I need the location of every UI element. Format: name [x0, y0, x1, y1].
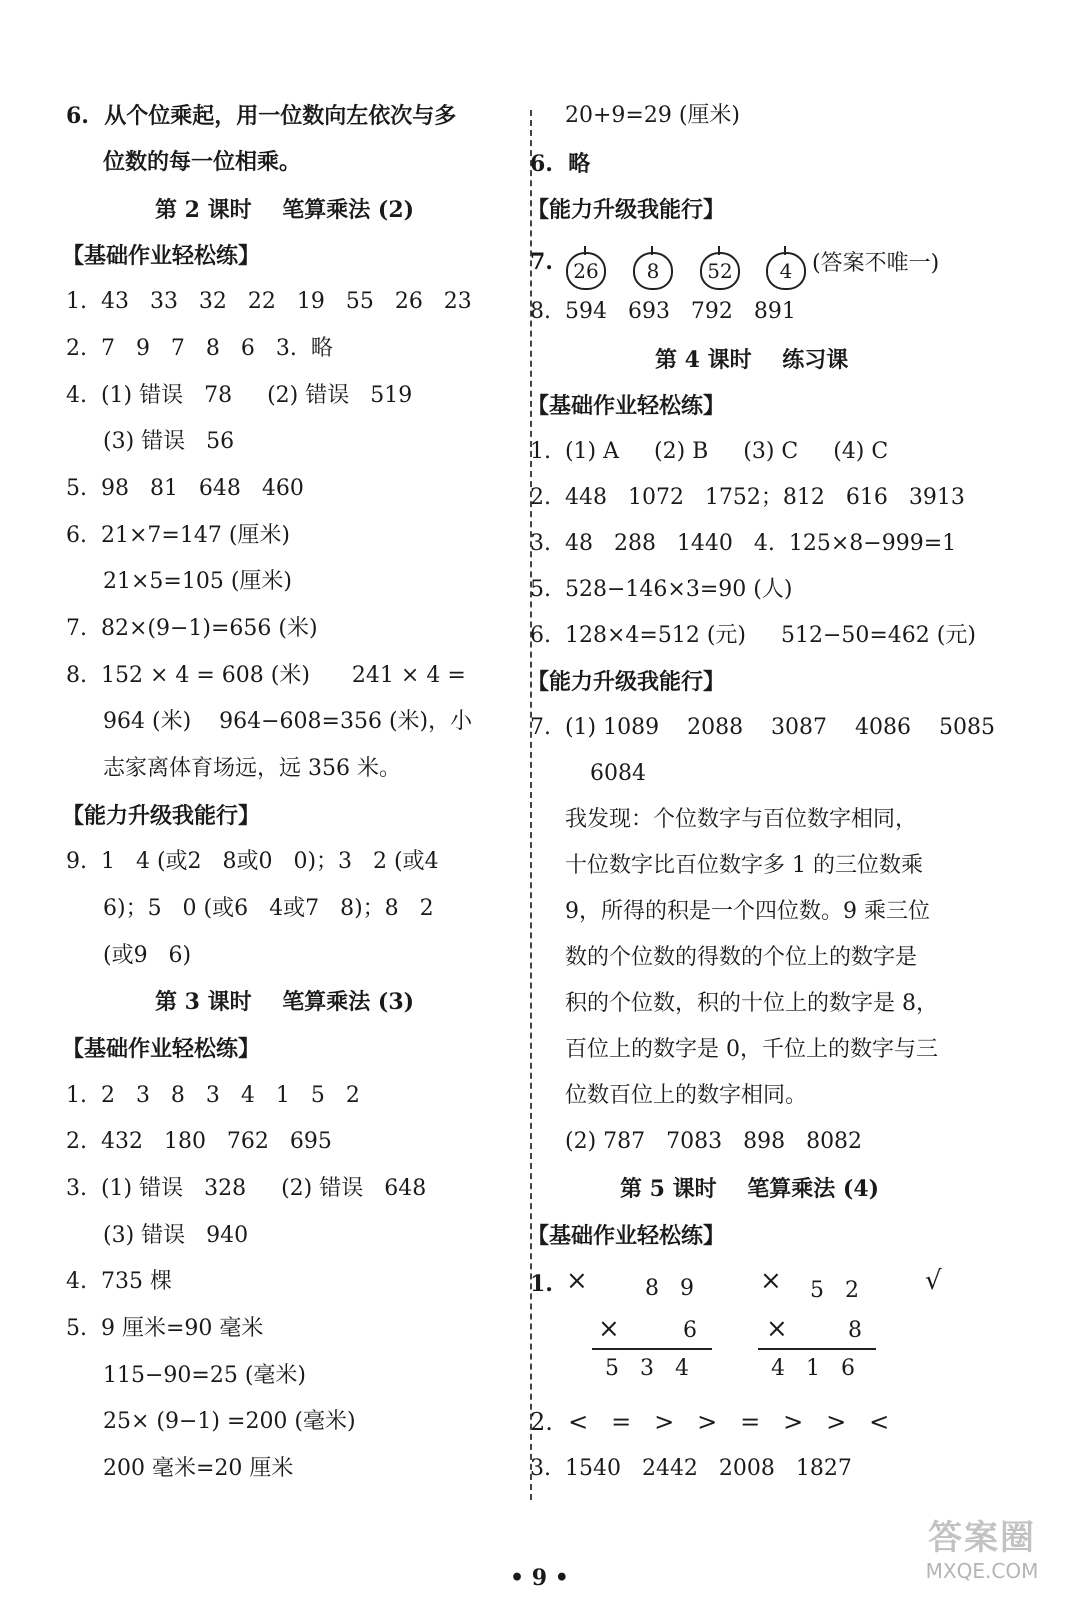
- l3-q5c: 25× (9−1) =200 (毫米): [103, 1409, 356, 1434]
- l4-q7a: 7. (1) 1089 2088 3087 4086 5085: [530, 715, 995, 740]
- l3-q5b: 115−90=25 (毫米): [103, 1363, 307, 1388]
- l4-q7b: 6084: [590, 761, 646, 786]
- l2-q1: 1. 43 33 32 22 19 55 26 23: [66, 289, 472, 314]
- apple-icon-4: 4: [766, 252, 806, 290]
- wrong-mark-icon-1: ×: [566, 1266, 588, 1296]
- calc2-rule: [758, 1348, 876, 1350]
- l4-q5: 5. 528−146×3=90 (人): [530, 577, 793, 602]
- l4-q1: 1. (1) A (2) B (3) C (4) C: [530, 439, 889, 464]
- r-q7-note: (答案不唯一): [812, 251, 940, 276]
- l4-find4: 数的个位数的得数的个位上的数字是: [565, 945, 918, 970]
- l3-q2: 2. 432 180 762 695: [66, 1129, 332, 1154]
- l4-q7c: (2) 787 7083 898 8082: [565, 1129, 863, 1154]
- l-q6-line2: 位数的每一位相乘。: [103, 149, 302, 175]
- section-basic-2: 【基础作业轻松练】: [62, 1036, 261, 1062]
- l2-q6b: 21×5=105 (厘米): [103, 569, 293, 594]
- r-q7-label: 7.: [530, 249, 553, 275]
- section-basic-4: 【基础作业轻松练】: [527, 1223, 726, 1249]
- l2-q5: 5. 98 81 648 460: [66, 476, 304, 501]
- l-q6-line1: 6. 从个位乘起，用一位数向左依次与多: [66, 103, 457, 129]
- l4-find1: 我发现：个位数字与百位数字相同，: [565, 807, 918, 832]
- r-q6: 6. 略: [530, 151, 591, 177]
- calc2-second: 8: [848, 1318, 862, 1343]
- calc2-times-icon: ×: [766, 1314, 788, 1344]
- l4-find2: 十位数字比百位数字多 1 的三位数乘: [565, 853, 923, 878]
- watermark-logo: 答案圈: [928, 1518, 1036, 1558]
- l4-find3: 9，所得的积是一个四位数。9 乘三位: [565, 899, 930, 924]
- l4-find5: 积的个位数，积的十位上的数字是 8，: [565, 991, 938, 1016]
- wrong-mark-icon-2: ×: [760, 1266, 782, 1296]
- lesson5-title: 第 5 课时 笔算乘法 (4): [620, 1176, 880, 1202]
- l3-q5d: 200 毫米=20 厘米: [103, 1456, 294, 1481]
- l3-q1: 1. 2 3 8 3 4 1 5 2: [66, 1083, 360, 1108]
- l2-q8c: 志家离体育场远，远 356 米。: [103, 756, 401, 781]
- l5-q3: 3. 1540 2442 2008 1827: [530, 1456, 852, 1481]
- r-cont: 20+9=29 (厘米): [565, 103, 741, 128]
- calc1-rule: [592, 1348, 712, 1350]
- l2-q2: 2. 7 9 7 8 6 3. 略: [66, 336, 333, 361]
- l2-q8a: 8. 152 × 4 = 608 (米) 241 × 4 =: [66, 663, 466, 688]
- page-number: • 9 •: [510, 1565, 569, 1591]
- l5-q1-label: 1.: [530, 1271, 553, 1297]
- calc2-top: 5 2: [810, 1278, 859, 1303]
- section-ability-3: 【能力升级我能行】: [527, 669, 726, 695]
- watermark: [902, 1510, 1062, 1590]
- section-ability-1: 【能力升级我能行】: [62, 803, 261, 829]
- calc2-result: 4 1 6: [771, 1356, 855, 1381]
- lesson4-title: 第 4 课时 练习课: [655, 347, 849, 373]
- l4-q6: 6. 128×4=512 (元) 512−50=462 (元): [530, 623, 976, 648]
- calc1-top: 8 9: [645, 1276, 694, 1301]
- l3-q5a: 5. 9 厘米=90 毫米: [66, 1316, 264, 1341]
- l2-q6a: 6. 21×7=147 (厘米): [66, 523, 290, 548]
- calc1-times-icon: ×: [598, 1314, 620, 1344]
- l3-q3a: 3. (1) 错误 328 (2) 错误 648: [66, 1176, 427, 1201]
- l2-q9a: 9. 1 4 (或2 8或0 0)；3 2 (或4: [66, 849, 439, 874]
- r-q8: 8. 594 693 792 891: [530, 299, 796, 324]
- section-ability-2: 【能力升级我能行】: [527, 197, 726, 223]
- l5-q2: 2. < = > > = > > <: [530, 1408, 890, 1436]
- l2-q9b: 6)；5 0 (或6 4或7 8)；8 2: [103, 896, 434, 921]
- l2-q4b: (3) 错误 56: [103, 429, 235, 454]
- check-mark-icon: √: [925, 1266, 942, 1296]
- watermark-url: MXQE.COM: [925, 1559, 1039, 1583]
- l4-find7: 位数百位上的数字相同。: [565, 1083, 808, 1108]
- calc1-result: 5 3 4: [605, 1356, 689, 1381]
- calc1-second: 6: [683, 1318, 697, 1343]
- section-basic-1: 【基础作业轻松练】: [62, 243, 261, 269]
- lesson2-title: 第 2 课时 笔算乘法 (2): [155, 197, 415, 223]
- l2-q9c: (或9 6): [103, 943, 192, 968]
- l2-q7: 7. 82×(9−1)=656 (米): [66, 616, 318, 641]
- l4-q3: 3. 48 288 1440 4. 125×8−999=1: [530, 531, 957, 556]
- l3-q4: 4. 735 棵: [66, 1269, 172, 1294]
- lesson3-title: 第 3 课时 笔算乘法 (3): [155, 989, 415, 1015]
- apple-icon-1: 26: [566, 252, 606, 290]
- l4-q2: 2. 448 1072 1752；812 616 3913: [530, 485, 965, 510]
- l3-q3b: (3) 错误 940: [103, 1223, 249, 1248]
- l2-q4a: 4. (1) 错误 78 (2) 错误 519: [66, 383, 413, 408]
- l4-find6: 百位上的数字是 0，千位上的数字与三: [565, 1037, 938, 1062]
- section-basic-3: 【基础作业轻松练】: [527, 393, 726, 419]
- l2-q8b: 964 (米) 964−608=356 (米)，小: [103, 709, 473, 734]
- apple-icon-3: 52: [700, 252, 740, 290]
- apple-icon-2: 8: [633, 252, 673, 290]
